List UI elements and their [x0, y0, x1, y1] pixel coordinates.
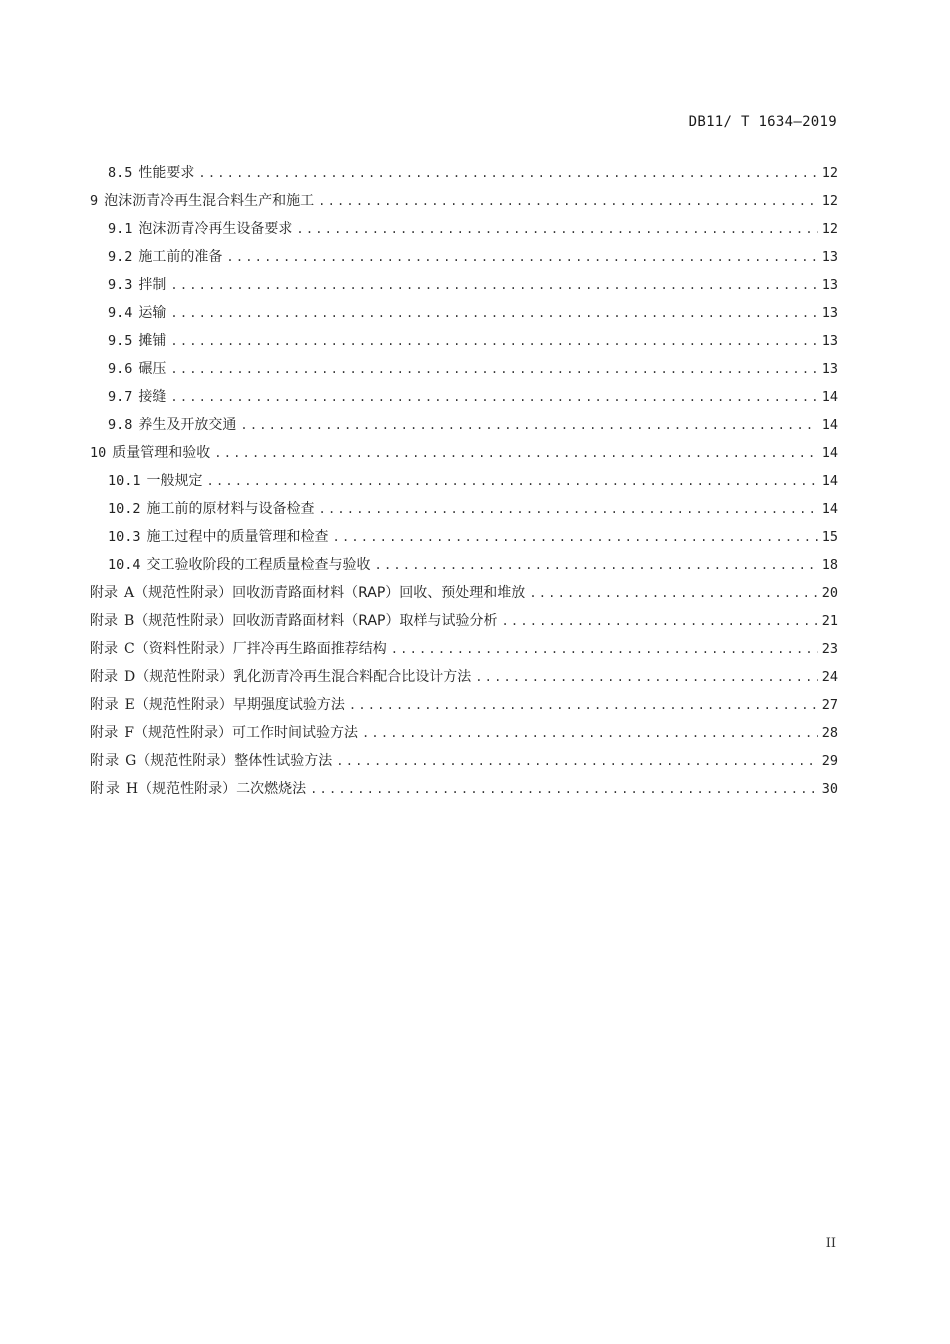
toc-entry-page: 14	[821, 389, 838, 405]
toc-appendix-h[interactable]	[90, 775, 838, 803]
toc-entry-number: 9.7	[108, 389, 133, 405]
toc-entry-10-3[interactable]	[90, 523, 838, 551]
toc-entry-number: 10	[90, 445, 107, 461]
toc-entry-title: 碾压	[138, 361, 167, 377]
toc-entry-title: 整体性试验方法	[234, 753, 333, 769]
dot-leader	[333, 523, 818, 551]
toc-entry-number: 10.2	[108, 501, 141, 517]
appendix-prefix-fu: 附	[90, 669, 104, 685]
toc-entry-10-2[interactable]	[90, 495, 838, 523]
toc-entry-title: 性能要求	[138, 165, 195, 181]
appendix-prefix-lu: 录	[104, 697, 119, 713]
appendix-prefix-fu: 附	[90, 753, 104, 769]
appendix-prefix-lu: 录	[105, 781, 120, 797]
dot-leader	[240, 411, 818, 439]
appendix-prefix-lu: 录	[104, 585, 118, 601]
toc-entry-page: 28	[821, 725, 838, 741]
page-number: II	[825, 1236, 836, 1251]
appendix-prefix-fu: 附	[90, 585, 104, 601]
toc-entry-title: 摊铺	[138, 333, 167, 349]
appendix-prefix-lu: 录	[104, 725, 119, 741]
toc-entry-10-4[interactable]	[90, 551, 838, 579]
appendix-kind: （规范性附录）	[136, 753, 235, 769]
toc-entry-page: 23	[821, 641, 838, 657]
toc-entry-9-6[interactable]	[90, 355, 838, 383]
toc-entry-page: 12	[821, 165, 838, 181]
toc-entry-page: 12	[821, 221, 838, 237]
dot-leader	[318, 187, 818, 215]
appendix-kind: （规范性附录）	[134, 585, 233, 601]
toc-entry-page: 13	[821, 333, 838, 349]
appendix-prefix-fu: 附	[90, 613, 104, 629]
document-code: DB11/ T 1634—2019	[688, 114, 837, 130]
toc-entry-title: 质量管理和验收	[112, 445, 211, 461]
toc-entry-number: 10.4	[108, 557, 141, 573]
toc-entry-title: 养生及开放交通	[138, 417, 237, 433]
toc-entry-page: 15	[821, 529, 838, 545]
appendix-letter: G	[125, 753, 137, 769]
dot-leader	[226, 243, 818, 271]
toc-entry-9-5[interactable]	[90, 327, 838, 355]
toc-entry-title: 交工验收阶段的工程质量检查与验收	[146, 557, 371, 573]
appendix-letter: F	[124, 725, 134, 741]
toc-entry-title: 施工前的原材料与设备检查	[146, 501, 315, 517]
appendix-letter: H	[125, 781, 139, 797]
toc-entry-title: 施工过程中的质量管理和检查	[146, 529, 329, 545]
toc-entry-title: 二次燃烧法	[236, 781, 307, 797]
toc-entry-page: 13	[821, 277, 838, 293]
appendix-prefix-lu: 录	[104, 669, 118, 685]
appendix-kind: （规范性附录）	[134, 613, 233, 629]
toc-entry-page: 20	[821, 585, 838, 601]
toc-entry-title: 乳化沥青冷再生混合料配合比设计方法	[233, 669, 472, 685]
toc-entry-10[interactable]	[90, 439, 838, 467]
toc-entry-9-3[interactable]	[90, 271, 838, 299]
dot-leader	[170, 383, 818, 411]
toc-entry-number: 9.8	[108, 417, 133, 433]
toc-entry-number: 9.3	[108, 277, 133, 293]
appendix-prefix-fu: 附	[90, 641, 104, 657]
toc-appendix-g[interactable]	[90, 747, 838, 775]
toc-entry-8-5[interactable]	[90, 159, 838, 187]
toc-entry-number: 9	[90, 193, 99, 209]
dot-leader	[170, 299, 818, 327]
toc-entry-title: 厂拌冷再生路面推荐结构	[232, 641, 387, 657]
dot-leader	[296, 215, 818, 243]
toc-entry-9-1[interactable]	[90, 215, 838, 243]
appendix-letter: B	[124, 613, 135, 629]
toc-entry-title: 早期强度试验方法	[232, 697, 345, 713]
toc-entry-title: 可工作时间试验方法	[231, 725, 358, 741]
toc-entry-page: 14	[821, 445, 838, 461]
toc-appendix-b[interactable]	[90, 607, 838, 635]
dot-leader	[170, 355, 818, 383]
toc-appendix-c[interactable]	[90, 635, 838, 663]
toc-entry-page: 21	[821, 613, 838, 629]
dot-leader	[198, 159, 818, 187]
toc-entry-9-2[interactable]	[90, 243, 838, 271]
toc-entry-page: 13	[821, 249, 838, 265]
appendix-kind: （规范性附录）	[133, 725, 232, 741]
dot-leader	[529, 579, 818, 607]
toc-entry-number: 9.2	[108, 249, 133, 265]
toc-entry-title: 泡沫沥青冷再生混合料生产和施工	[104, 193, 315, 209]
toc-entry-number: 9.5	[108, 333, 133, 349]
dot-leader	[375, 551, 818, 579]
toc-entry-page: 30	[821, 781, 838, 797]
toc-appendix-e[interactable]	[90, 691, 838, 719]
dot-leader	[170, 327, 818, 355]
appendix-letter: D	[124, 669, 136, 685]
toc-entry-title: 拌制	[138, 277, 167, 293]
dot-leader	[501, 607, 818, 635]
dot-leader	[170, 271, 818, 299]
toc-entry-page: 14	[821, 417, 838, 433]
toc-entry-page: 14	[821, 473, 838, 489]
toc-entry-title: 接缝	[138, 389, 167, 405]
toc-entry-page: 29	[821, 753, 838, 769]
toc-entry-title: 回收沥青路面材料（RAP）回收、预处理和堆放	[232, 585, 526, 601]
dot-leader	[319, 495, 818, 523]
toc-appendix-d[interactable]	[90, 663, 838, 691]
toc-entry-title: 施工前的准备	[138, 249, 223, 265]
toc-entry-10-1[interactable]	[90, 467, 838, 495]
toc-entry-9-4[interactable]	[90, 299, 838, 327]
appendix-prefix-fu: 附	[90, 725, 104, 741]
toc-entry-page: 27	[821, 697, 838, 713]
dot-leader	[207, 467, 818, 495]
appendix-prefix-lu: 录	[104, 641, 118, 657]
toc-entry-title: 泡沫沥青冷再生设备要求	[138, 221, 293, 237]
toc-entry-number: 10.3	[108, 529, 141, 545]
appendix-letter: C	[124, 641, 135, 657]
appendix-kind: （资料性附录）	[134, 641, 233, 657]
toc-appendix-a[interactable]	[90, 579, 838, 607]
dot-leader	[336, 747, 818, 775]
table-of-contents	[90, 159, 838, 803]
toc-entry-page: 24	[821, 669, 838, 685]
toc-entry-9[interactable]	[90, 187, 838, 215]
dot-leader	[214, 439, 818, 467]
appendix-prefix-lu: 录	[104, 613, 118, 629]
dot-leader	[475, 663, 818, 691]
appendix-kind: （规范性附录）	[134, 697, 233, 713]
toc-entry-9-8[interactable]	[90, 411, 838, 439]
toc-entry-number: 10.1	[108, 473, 141, 489]
toc-entry-page: 18	[821, 557, 838, 573]
toc-entry-title: 回收沥青路面材料（RAP）取样与试验分析	[232, 613, 498, 629]
appendix-letter: E	[124, 697, 135, 713]
toc-entry-title: 运输	[138, 305, 167, 321]
toc-entry-number: 9.6	[108, 361, 133, 377]
appendix-kind: （规范性附录）	[135, 669, 234, 685]
appendix-letter: A	[124, 585, 135, 601]
toc-entry-number: 8.5	[108, 165, 133, 181]
appendix-prefix-lu: 录	[105, 753, 120, 769]
appendix-prefix-fu: 附	[90, 781, 104, 797]
appendix-kind: （规范性附录）	[138, 781, 237, 797]
appendix-prefix-fu: 附	[90, 697, 104, 713]
toc-entry-title: 一般规定	[146, 473, 203, 489]
dot-leader	[310, 775, 818, 803]
toc-entry-9-7[interactable]	[90, 383, 838, 411]
dot-leader	[391, 635, 818, 663]
dot-leader	[362, 719, 818, 747]
dot-leader	[349, 691, 818, 719]
toc-entry-page: 12	[821, 193, 838, 209]
toc-appendix-f[interactable]	[90, 719, 838, 747]
toc-entry-page: 14	[821, 501, 838, 517]
toc-entry-number: 9.4	[108, 305, 133, 321]
toc-entry-page: 13	[821, 361, 838, 377]
toc-entry-number: 9.1	[108, 221, 133, 237]
toc-entry-page: 13	[821, 305, 838, 321]
